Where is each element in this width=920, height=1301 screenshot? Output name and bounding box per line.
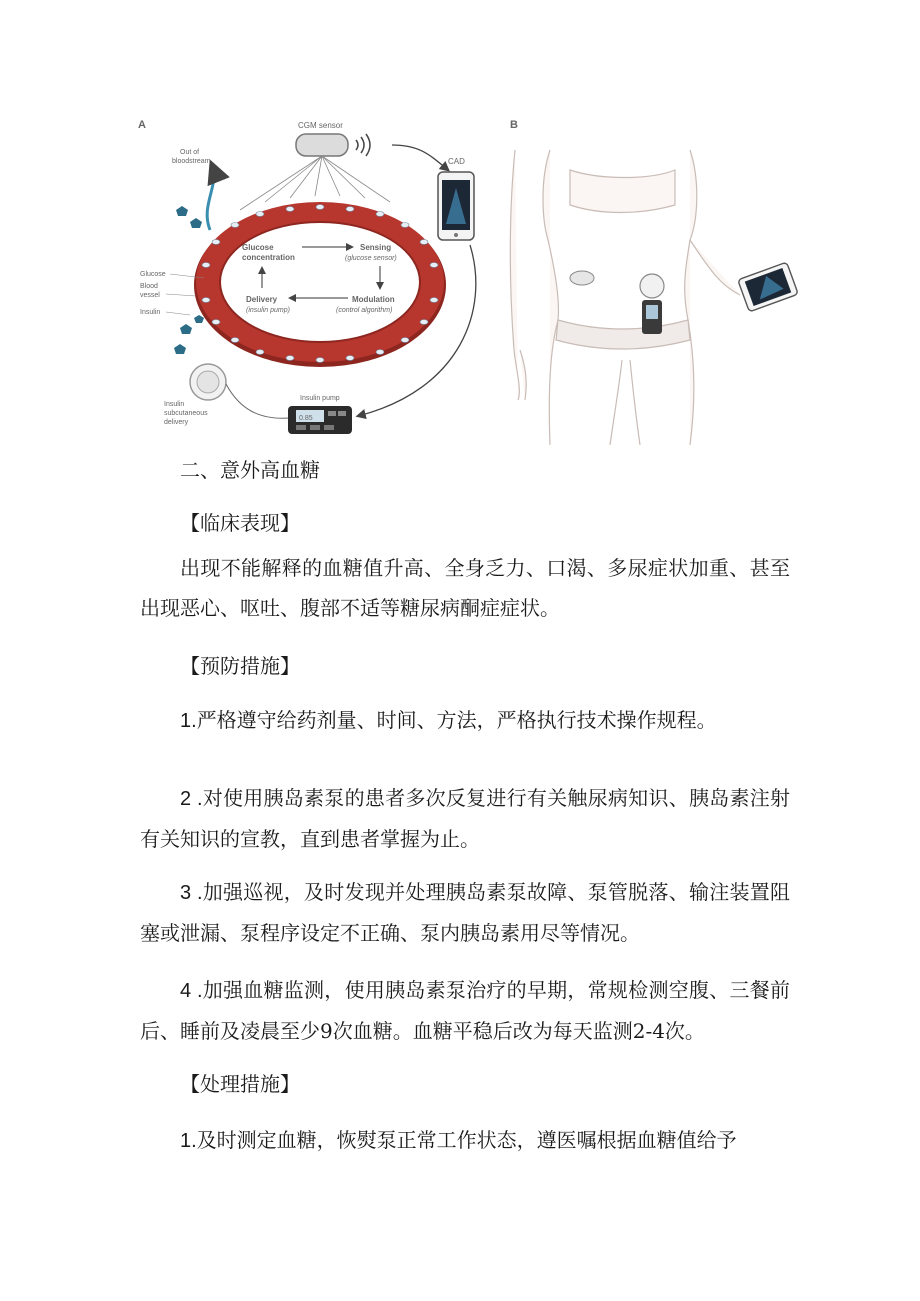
prevention-item-number: 1. — [180, 710, 197, 732]
infusion-site-icon — [190, 364, 226, 400]
clinical-heading: 【临床表现】 — [180, 511, 300, 535]
insulin-subq-label-2: subcutaneous — [164, 410, 208, 417]
panel-b-label: B — [510, 119, 518, 131]
cycle-modulation-label: Modulation — [352, 295, 395, 304]
cycle-modulation-sub: (control algorithm) — [336, 307, 393, 314]
treatment-heading: 【处理措施】 — [180, 1072, 300, 1096]
wireless-signal-icon — [356, 134, 370, 156]
prevention-item — [140, 700, 790, 741]
cad-label: CAD — [448, 157, 465, 166]
out-of-bloodstream-label-2: bloodstream — [172, 158, 211, 165]
insulin-subq-label-1: Insulin — [164, 401, 185, 408]
cgm-sensor-label: CGM sensor — [298, 121, 343, 130]
prevention-item — [140, 970, 790, 1051]
prevention-item-text: 对使用胰岛素泵的患者多次反复进行有关触尿病知识、胰岛素注射有关知识的宣教，直到患者掌握为止。 — [140, 786, 790, 851]
treatment-item — [140, 1120, 790, 1161]
cgm-sensor-icon — [296, 134, 348, 156]
prevention-item — [140, 872, 790, 953]
body-sensor-icon — [570, 271, 594, 285]
section-title: 二、意外高血糖 — [180, 458, 320, 482]
prevention-item-text: 加强巡视，及时发现并处理胰岛素泵故障、泵管脱落、输注装置阻塞或泄漏、泵程序设定不正确、泵内胰岛素用尽等情况。 — [140, 880, 790, 945]
treatment-item-text: 及时测定血糖，恢熨泵正常工作状态，遵医嘱根据血糖值给予 — [196, 1128, 737, 1152]
infusion-tube — [226, 384, 290, 418]
treatment-item-number: 1. — [180, 1130, 197, 1152]
figure-closed-loop-system — [130, 110, 820, 445]
hand-phone-icon — [738, 262, 798, 312]
insulin-pump-icon — [288, 406, 352, 434]
blood-vessel-ring — [194, 202, 446, 367]
blood-vessel-label-1: Blood — [140, 283, 158, 290]
clinical-text: 出现不能解释的血糖值升高、全身乏力、口渴、多尿症状加重、甚至出现恶心、呕吐、腹部不适等糖尿病酮症症状。 — [140, 556, 790, 620]
prevention-item — [140, 778, 790, 859]
body-pump-icon — [642, 300, 662, 334]
prevention-item-number: 3 . — [180, 882, 203, 904]
cycle-delivery-label: Delivery — [246, 295, 278, 304]
clinical-paragraph — [140, 548, 790, 628]
prevention-item-text: 严格遵守给药剂量、时间、方法，严格执行技术操作规程。 — [196, 708, 717, 732]
insulin-pump-label: Insulin pump — [300, 395, 340, 402]
panel-a-label: A — [138, 119, 146, 131]
glucose-side-label: Glucose — [140, 271, 166, 278]
prevention-heading: 【预防措施】 — [180, 654, 300, 678]
prevention-item-number: 4 . — [180, 980, 203, 1002]
cycle-sensing-sub: (glucose sensor) — [345, 255, 397, 262]
figure-svg — [130, 110, 820, 445]
sensor-rays — [240, 156, 390, 210]
cycle-glucose-sub: concentration — [242, 253, 295, 262]
pump-screen-value: 0.85 — [299, 415, 313, 422]
insulin-side-label: Insulin — [140, 309, 161, 316]
blood-vessel-label-2: vessel — [140, 292, 160, 299]
out-of-bloodstream-arrow — [207, 165, 214, 230]
sensor-to-cad-arrow — [392, 145, 448, 170]
prevention-item-number: 2 . — [180, 788, 203, 810]
cycle-sensing-label: Sensing — [360, 243, 392, 252]
out-of-bloodstream-label-1: Out of — [180, 149, 200, 156]
cycle-delivery-sub: (insulin pump) — [246, 307, 290, 314]
insulin-subq-label-3: delivery — [164, 419, 189, 426]
body-infusion-site-icon — [640, 274, 664, 298]
prevention-item-text: 加强血糖监测，使用胰岛素泵治疗的早期，常规检测空腹、三餐前后、睡前及凌晨至少9次血糖。血糖平稳后改为每天监测2-4次。 — [140, 978, 790, 1043]
body-illustration — [510, 150, 740, 445]
cad-phone-icon — [438, 172, 474, 240]
cycle-glucose-label: Glucose — [242, 243, 274, 252]
